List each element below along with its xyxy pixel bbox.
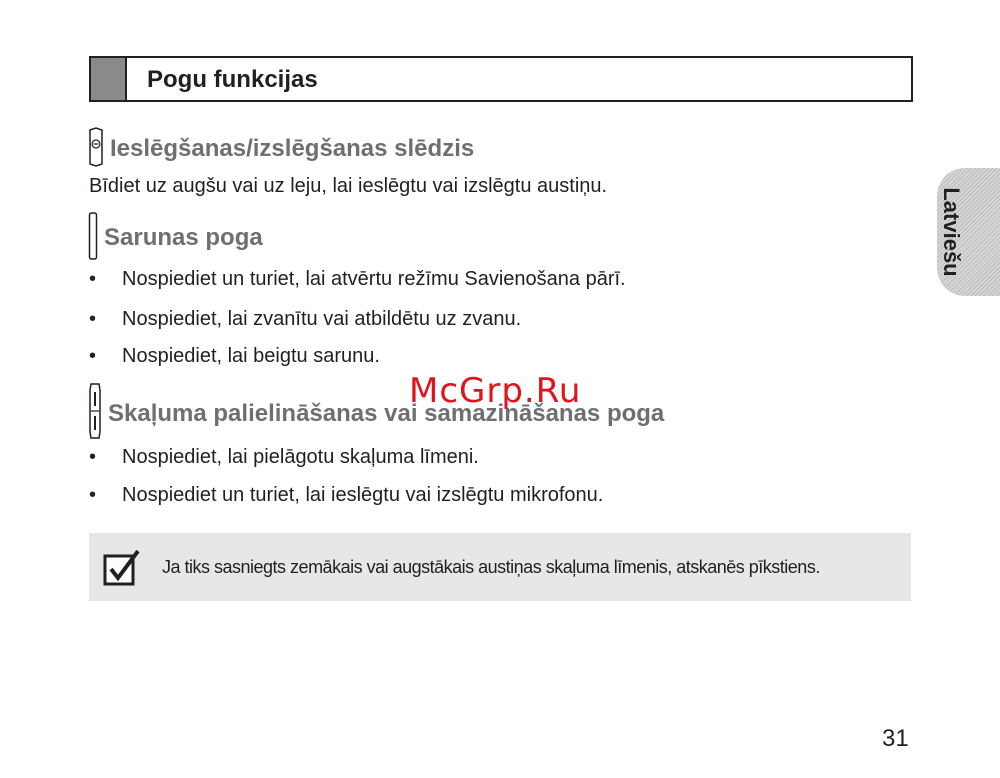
checkbox-check-icon [103,550,141,591]
list-item: Nospiediet, lai pielāgotu skaļuma līmeni. [122,446,479,468]
bullet-marker: • [89,308,97,330]
bullet-marker: • [89,484,97,506]
list-item: Nospiediet, lai beigtu sarunu. [122,345,380,367]
watermark: McGrp.Ru [409,371,582,411]
section-title: Pogu funkcijas [147,66,318,93]
list-item: Nospiediet un turiet, lai atvērtu režīmu Savienošana pārī. [122,268,626,290]
page-number: 31 [882,725,909,752]
list-item: Nospiediet, lai zvanītu vai atbildētu uz zvanu. [122,308,522,330]
power-switch-heading: Ieslēgšanas/izslēgšanas slēdzis [110,135,475,162]
talk-button-icon [88,212,98,265]
note-text: Ja tiks sasniegts zemākais vai augstākais austiņas skaļuma līmenis, atskanēs pīkstiens. [162,557,820,577]
volume-button-icon [88,382,102,445]
section-header [89,56,913,102]
section-marker [91,58,127,100]
talk-button-heading: Sarunas poga [104,224,263,251]
note-box [89,533,911,601]
language-tab-label: Latviešu [939,187,964,277]
language-tab [937,168,1000,296]
bullet-marker: • [89,345,97,367]
volume-button-heading: Skaļuma palielināšanas vai samazināšanas poga [108,400,665,427]
bullet-marker: • [89,268,97,290]
power-switch-icon [88,127,104,172]
list-item: Nospiediet un turiet, lai ieslēgtu vai izslēgtu mikrofonu. [122,484,604,506]
bullet-marker: • [89,446,97,468]
power-switch-description: Bīdiet uz augšu vai uz leju, lai ieslēgtu vai izslēgtu austiņu. [89,175,608,197]
